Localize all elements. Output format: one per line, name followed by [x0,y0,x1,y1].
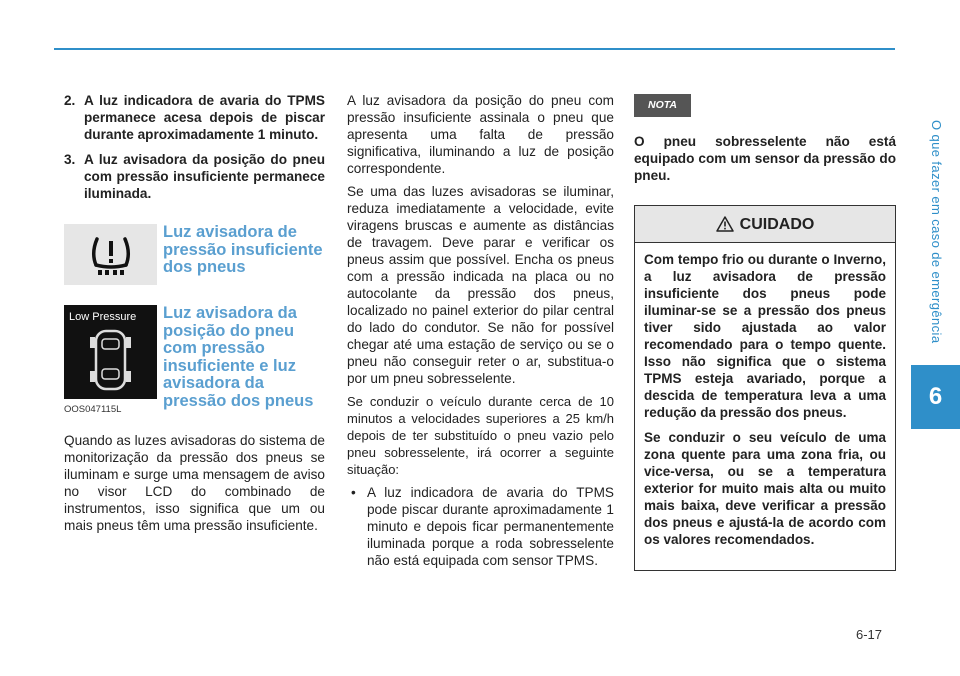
paragraph-spare-tyre: Se conduzir o veículo durante cerca de 10 minutos a velocidades superiores a 25 km/h depois de ter substituído o pneu vazio pelo pneu sobresselente, irá ocorrer a seguinte situação: [347,394,614,477]
tpms-warning-icon [64,224,157,285]
lcd-figure [64,305,157,418]
page-number: 6-17 [856,627,883,642]
heading-position-pressure: Luz avisadora da posição do pneu com pressão insuficiente e luz avisadora da pressão dos pneus [163,304,314,410]
column-right [634,92,896,571]
caution-title: CUIDADO [739,215,815,233]
top-rule [54,48,895,50]
list-item [64,92,325,143]
paragraph-intro: Quando as luzes avisadoras do sistema de monitorização da pressão dos pneus se iluminam e surge uma mensagem de aviso no visor LCD do combinado de instrumentos, isso significa que um ou mais pneus têm uma pressão insuficiente. [64,433,325,533]
bullet-item [347,484,614,569]
nota-badge: NOTA [634,94,691,117]
lcd-display [64,305,157,399]
column-left [64,92,325,540]
caution-box [634,205,896,571]
heading-low-pressure: Luz avisadora de pressão insuficiente dos pneus [163,223,323,277]
paragraph-position-light: A luz avisadora da posição do pneu com pressão insuficiente assinala o pneu que apresenta uma falta de pressão significativa, iluminando a luz de posição correspondente. [347,93,614,176]
warning-triangle-icon [716,216,734,232]
caution-header [635,206,895,243]
image-code: OOS047115L [64,404,122,415]
chapter-side-title: O que fazer em caso de emergência [929,120,944,344]
column-middle [347,92,614,569]
car-topview-icon [64,305,157,399]
tpms-warning-block [64,224,325,285]
caution-paragraph: Se conduzir o seu veículo de uma zona quente para uma zona fria, ou vice-versa, ou se a temperatura exterior for muito mais alta ou muito mais baixa, deve verificar a pressão dos pneus e ajustá-la de acordo com os valores recomendados. [644,430,886,547]
lcd-warning-block [64,305,325,418]
lcd-title: Low Pressure [69,311,137,323]
chapter-tab[interactable]: 6 [911,365,960,429]
item-number: 2. [64,93,76,108]
caution-body [635,243,895,570]
nota-text: O pneu sobresselente não está equipado com um sensor da pressão do pneu. [634,134,896,183]
bullet-dot: • [351,485,356,500]
item-text: A luz indicadora de avaria do TPMS permanece acesa depois de piscar durante aproximadamente 1 minuto. [84,93,325,142]
paragraph-instructions: Se uma das luzes avisadoras se iluminar, reduza imediatamente a velocidade, evite viragens bruscas e aumente as distâncias de travagem. Deve parar e verificar os pneus assim que possível. Encha os pneus com a pressão indicada na placa ou no autocolante da pressão dos pneus, localizado no painel exterior do pilar central do lado do condutor. Se não for possível chegar até uma estação de serviço ou se o pneu não conseguir reter o ar, substitua-o por um pneu sobresselente. [347,184,614,386]
bullet-text: A luz indicadora de avaria do TPMS pode piscar durante aproximadamente 1 minuto e depois ficar permanentemente iluminada porque a roda sobresselente não está equipada com sensor TPMS. [367,485,614,568]
item-number: 3. [64,152,76,167]
list-item [64,151,325,202]
caution-paragraph: Com tempo frio ou durante o Inverno, a luz avisadora de pressão insuficiente dos pneus pode iluminar-se se a pressão dos pneus tiver sido ajustada ao valor recomendado para o tempo quente. Isso não significa que o sistema TPMS esteja avariado, porque a descida de temperatura leva a uma redução da pressão dos pneus. [644,252,886,420]
item-text: A luz avisadora da posição do pneu com pressão insuficiente permanece iluminada. [84,152,325,201]
